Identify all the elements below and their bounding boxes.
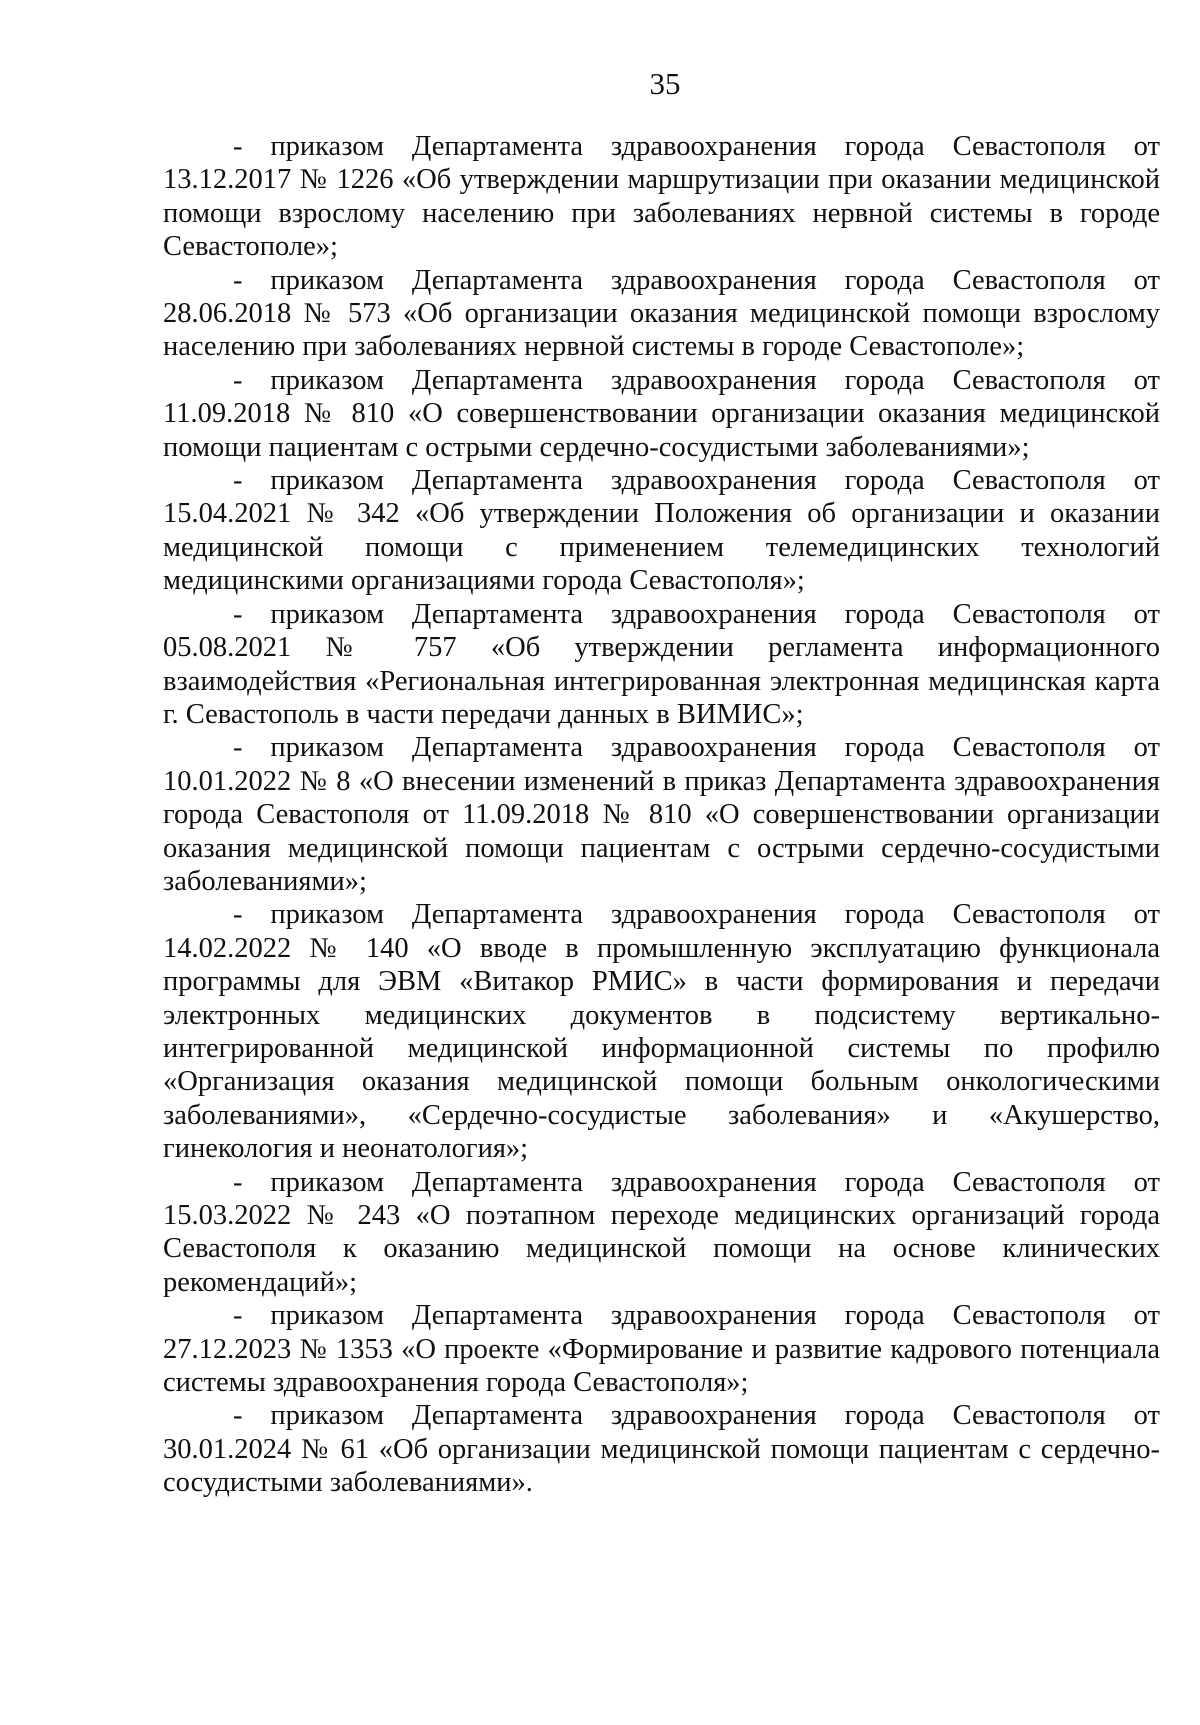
page-number: 35 (649, 66, 681, 101)
list-item: - приказом Департамента здравоохранения города Севастополя от 11.09.2018 № 810 «О совершенствовании организации оказания медицинской помощи пациентам с острыми сердечно-сосудистыми заболеваниями»; (163, 364, 1160, 463)
list-item: - приказом Департамента здравоохранения города Севастополя от 15.04.2021 № 342 «Об утверждении Положения об организации и оказании медицинской помощи с применением телемедицинских технологий медицинскими организациями города Севастополя»; (163, 465, 1160, 597)
list-item: - приказом Департамента здравоохранения города Севастополя от 30.01.2024 № 61 «Об организации медицинской помощи пациентам с сердечно-сосудистыми заболеваниями». (163, 1400, 1160, 1499)
list-item: - приказом Департамента здравоохранения города Севастополя от 28.06.2018 № 573 «Об организации оказания медицинской помощи взрослому населению при заболеваниях нервной системы в городе Севастополе»; (163, 264, 1160, 363)
list-item: - приказом Департамента здравоохранения города Севастополя от 05.08.2021 № 757 «Об утверждении регламента информационного взаимодействия «Региональная интегрированная электронная медицинская карта г. Севастополь в части передачи данных в ВИМИС»; (163, 598, 1160, 730)
list-item: - приказом Департамента здравоохранения города Севастополя от 13.12.2017 № 1226 «Об утверждении маршрутизации при оказании медицинской помощи взрослому населению при заболеваниях нервной системы в городе Севастополе»; (163, 131, 1160, 263)
list-item: - приказом Департамента здравоохранения города Севастополя от 15.03.2022 № 243 «О поэтапном переходе медицинских организаций города Севастополя к оказанию медицинской помощи на основе клинических рекомендаций»; (163, 1166, 1160, 1298)
list-item: - приказом Департамента здравоохранения города Севастополя от 27.12.2023 № 1353 «О проекте «Формирование и развитие кадрового потенциала системы здравоохранения города Севастополя»; (163, 1300, 1160, 1399)
list-item: - приказом Департамента здравоохранения города Севастополя от 14.02.2022 № 140 «О вводе в промышленную эксплуатацию функционала программы для ЭВМ «Витакор РМИС» в части формирования и передачи электронных медицинских документов в подсистему вертикально-интегрированной медицинской информационной системы по профилю «Организация оказания медицинской помощи больным онкологическими заболеваниями», «Сердечно-сосудистые заболевания» и «Акушерство, гинекология и неонатология»; (163, 899, 1160, 1165)
order-list (163, 130, 1160, 1500)
list-item: - приказом Департамента здравоохранения города Севастополя от 10.01.2022 № 8 «О внесении изменений в приказ Департамента здравоохранения города Севастополя от 11.09.2018 № 810 «О совершенствовании организации оказания медицинской помощи пациентам с острыми сердечно-сосудистыми заболеваниями»; (163, 732, 1160, 897)
